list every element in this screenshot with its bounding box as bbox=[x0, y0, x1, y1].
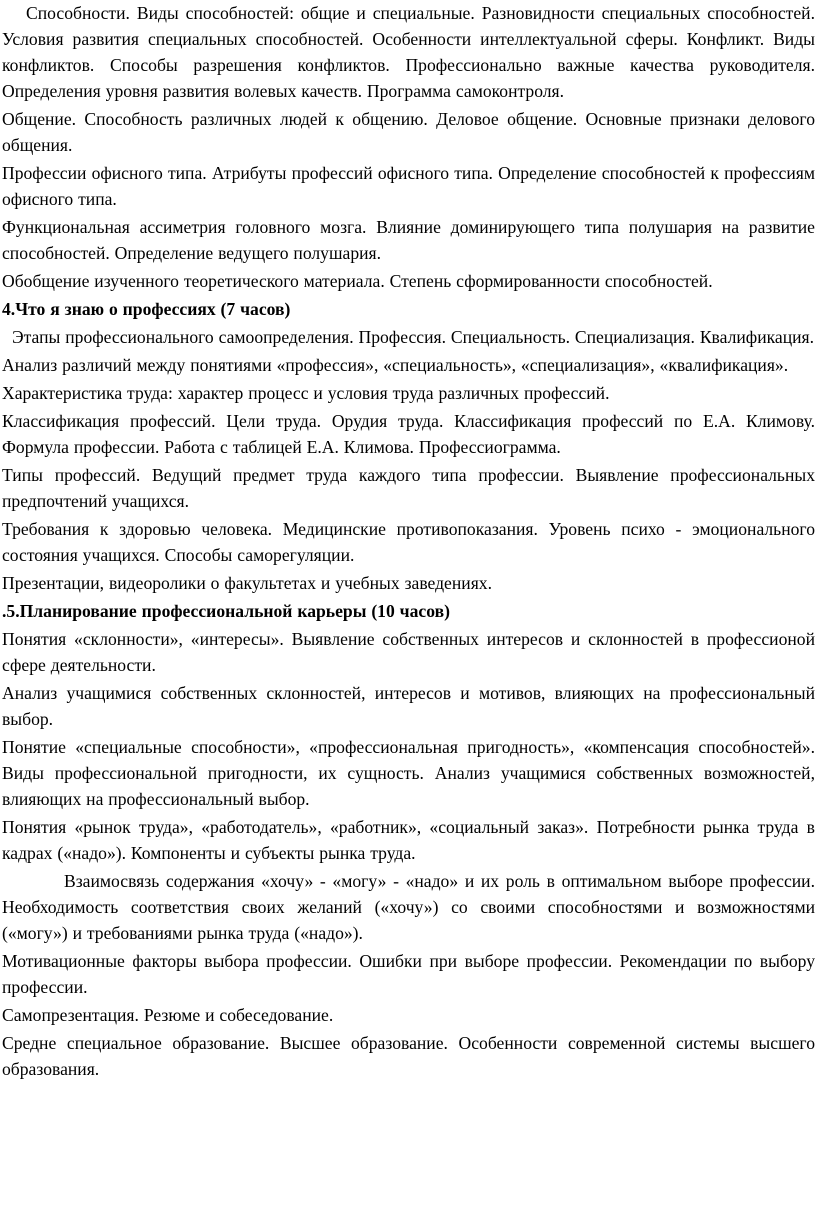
paragraph-special-abilities: Понятие «специальные способности», «профессиональная пригодность», «компенсация способностей». Виды профессиональной пригодности, их сущность. Анализ учащимися собственных возможностей, влияющих на профессиональный выбор. bbox=[2, 737, 815, 809]
paragraph-self-determination: Этапы профессионального самоопределения. Профессия. Специальность. Специализация. Квалификация. bbox=[12, 327, 815, 347]
paragraph-profession-types: Типы профессий. Ведущий предмет труда каждого типа профессии. Выявление профессиональных предпочтений учащихся. bbox=[2, 465, 815, 511]
paragraph-education: Средне специальное образование. Высшее образование. Особенности современной системы высшего образования. bbox=[2, 1033, 815, 1079]
paragraph-labor-market: Понятия «рынок труда», «работодатель», «работник», «социальный заказ». Потребности рынка труда в кадрах («надо»). Компоненты и субъекты рынка труда. bbox=[2, 817, 815, 863]
paragraph-summary: Обобщение изученного теоретического материала. Степень сформированности способностей. bbox=[2, 271, 713, 291]
paragraph-motivation-factors: Мотивационные факторы выбора профессии. Ошибки при выборе профессии. Рекомендации по выбору профессии. bbox=[2, 951, 815, 997]
paragraph-health-requirements: Требования к здоровью человека. Медицинские противопоказания. Уровень психо - эмоционального состояния учащихся. Способы саморегуляции. bbox=[2, 519, 815, 565]
paragraph-concept-differences: Анализ различий между понятиями «профессия», «специальность», «специализация», «квалификация». bbox=[2, 355, 789, 375]
paragraph-abilities: Способности. Виды способностей: общие и специальные. Разновидности специальных способностей. Условия развития специальных способностей. Особенности интеллектуальной сферы. Конфликт. Виды конфликтов. Способы разрешения конфликтов. Профессионально важные качества руководителя. Определения уровня развития волевых качеств. Программа самоконтроля. bbox=[2, 3, 815, 101]
paragraph-inclinations: Понятия «склонности», «интересы». Выявление собственных интересов и склонностей в профессионой сфере деятельности. bbox=[2, 629, 815, 675]
section-heading-professions: 4.Что я знаю о профессиях (7 часов) bbox=[2, 299, 291, 319]
paragraph-want-can-need: Взаимосвязь содержания «хочу» - «могу» - «надо» и их роль в оптимальном выборе профессии. Необходимость соответствия своих желаний («хочу») со своими способностями и возможностями («могу») и требованиями рынка труда («надо»). bbox=[2, 871, 815, 943]
paragraph-office-professions: Профессии офисного типа. Атрибуты профессий офисного типа. Определение способностей к профессиям офисного типа. bbox=[2, 163, 815, 209]
paragraph-communication: Общение. Способность различных людей к общению. Деловое общение. Основные признаки делового общения. bbox=[2, 109, 815, 155]
paragraph-brain-asymmetry: Функциональная ассиметрия головного мозга. Влияние доминирующего типа полушария на развитие способностей. Определение ведущего полушария. bbox=[2, 217, 815, 263]
paragraph-presentations: Презентации, видеоролики о факультетах и учебных заведениях. bbox=[2, 573, 492, 593]
paragraph-self-presentation: Самопрезентация. Резюме и собеседование. bbox=[2, 1005, 334, 1025]
paragraph-motives-analysis: Анализ учащимися собственных склонностей, интересов и мотивов, влияющих на профессиональный выбор. bbox=[2, 683, 815, 729]
paragraph-labor-characteristics: Характеристика труда: характер процесс и условия труда различных профессий. bbox=[2, 383, 610, 403]
section-heading-career-planning: .5.Планирование профессиональной карьеры (10 часов) bbox=[2, 601, 450, 621]
paragraph-classification: Классификация профессий. Цели труда. Орудия труда. Классификация профессий по Е.А. Климову. Формула профессии. Работа с таблицей Е.А. Климова. Профессиограмма. bbox=[2, 411, 815, 457]
